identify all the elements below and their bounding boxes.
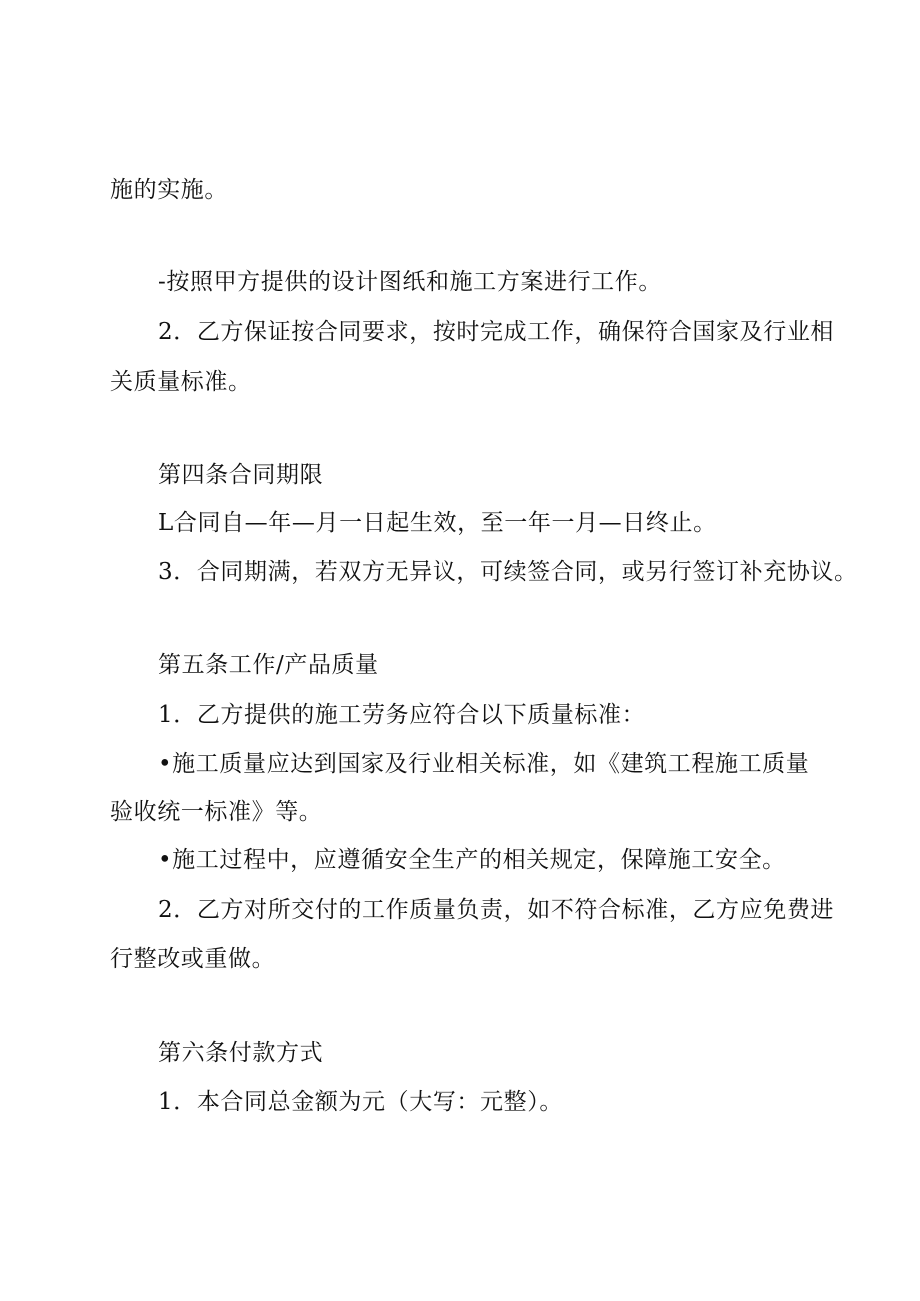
text-line-quality-standards: 1．乙方提供的施工劳务应符合以下质量标准： (158, 702, 646, 728)
text-line-quality-guarantee: 2．乙方保证按合同要求，按时完成工作，确保符合国家及行业相 (158, 319, 835, 345)
text-line-renewal: 3．合同期满，若双方无异议，可续签合同，或另行签订补充协议。 (158, 559, 858, 585)
text-line-quality-responsibility: 2．乙方对所交付的工作质量负责，如不符合标准，乙方应免费进 (158, 897, 835, 923)
text-line-quality-responsibility-cont: 行整改或重做。 (110, 946, 276, 972)
text-line-work-per-design: -按照甲方提供的设计图纸和施工方案进行工作。 (158, 269, 662, 295)
bullet-line-safety: •施工过程中，应遵循安全生产的相关规定，保障施工安全。 (158, 847, 786, 873)
text-line-continuation: 施的实施。 (110, 177, 228, 203)
text-line-quality-guarantee-cont: 关质量标准。 (110, 369, 252, 395)
bullet-line-national-standard: •施工质量应达到国家及行业相关标准，如《建筑工程施工质量 (158, 751, 810, 777)
text-line-total-amount: 1．本合同总金额为元（大写：元整）。 (158, 1089, 563, 1115)
section-heading-quality: 第五条工作/产品质量 (158, 652, 379, 678)
section-heading-payment: 第六条付款方式 (158, 1040, 324, 1066)
text-line-effective-date: L合同自—年—月一日起生效，至一年一月—日终止。 (158, 510, 717, 536)
bullet-line-national-standard-cont: 验收统一标准》等。 (110, 799, 323, 825)
section-heading-term: 第四条合同期限 (158, 462, 324, 488)
